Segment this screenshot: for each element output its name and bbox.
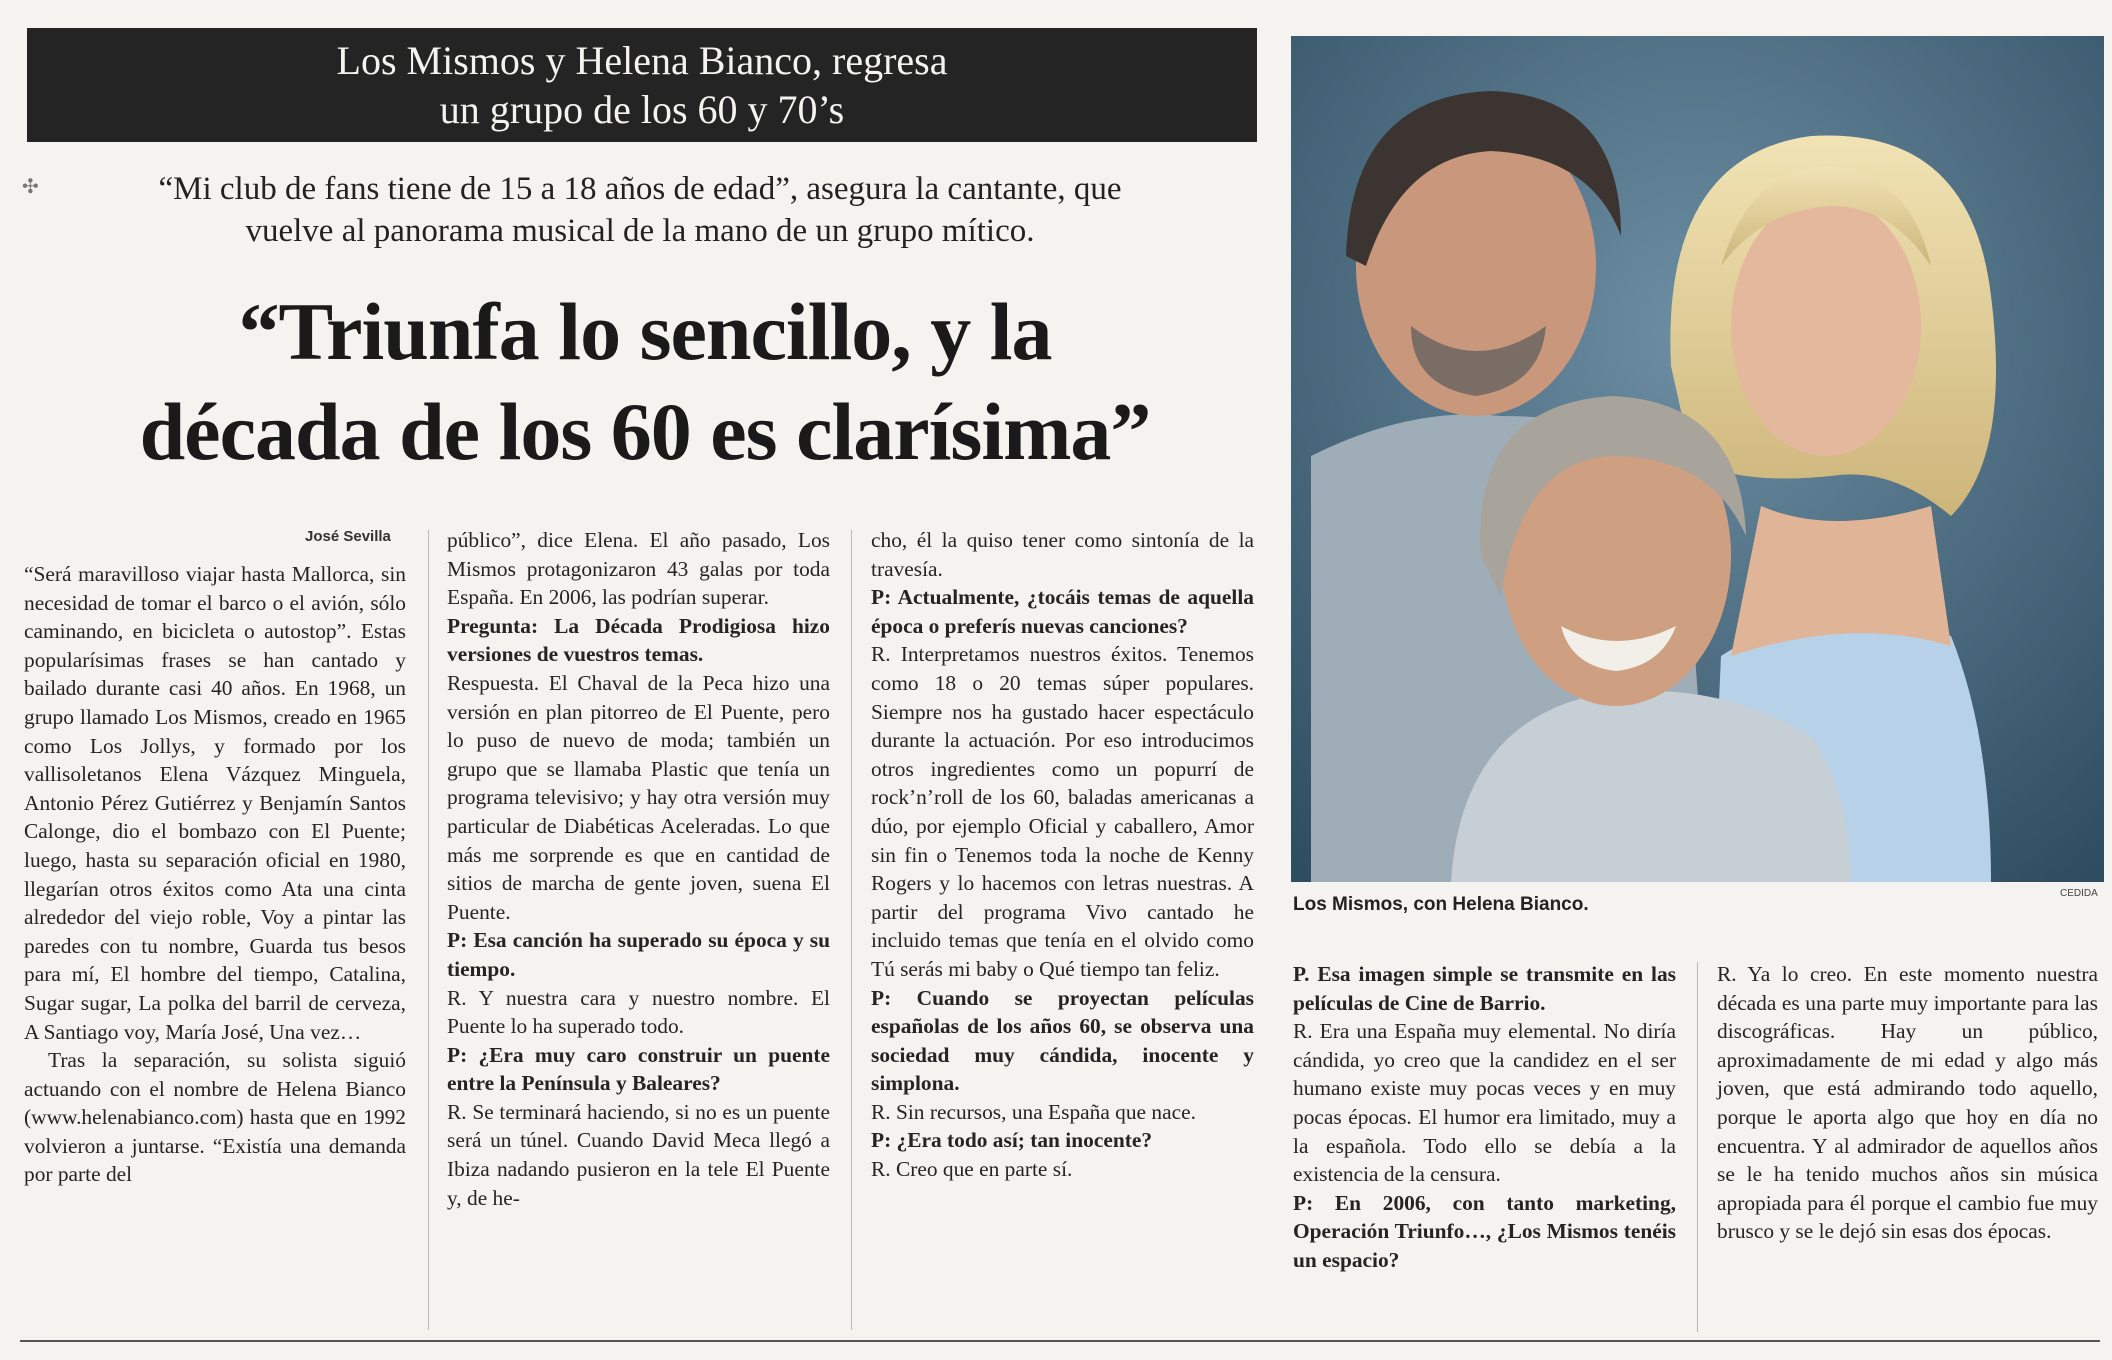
article-paragraph: “Será maravilloso viajar hasta Mallorca, sin necesidad de tomar el barco o el avión, sólo caminando, en bicicleta o autostop”. Estas popularísimas frases se han cantado y bailado durante casi 40 años. En 1968, un grupo llamado Los Mismos, creado en 1965 como Los Jollys, y formado por los vallisoletanos Elena Vázquez Minguela, Antonio Pérez Gutiérrez y Benjamín Santos Calonge, dio el bombazo con El Puente; luego, hasta su separación oficial en 1980, llegarían otros éxitos como Ata una cinta alrededor del viejo roble, Voy a pintar las paredes con tu nombre, Guarda tus besos para mí, El hombre del tiempo, Catalina, Sugar sugar, La polka del barril de cerveza, A Santiago voy, María José, Una vez… xyxy=(24,562,406,1044)
interview-question: P: ¿Era muy caro construir un puente entre la Península y Baleares? xyxy=(447,1042,830,1096)
article-paragraph: R. Interpretamos nuestros éxitos. Tenemos como 18 o 20 temas súper populares. Siempre nos ha gustado hacer espectáculo durante la actuación. Por eso introducimos otros ingredientes como un popurrí de rock’n’roll de los 60, baladas americanas a dúo, por ejemplo Oficial y caballero, Amor sin fin o Tenemos toda la noche de Kenny Rogers y lo hacemos con letras nuestras. A partir del programa Vivo cantado he incluido temas que tenía en el olvido como Tú serás mi baby o Qué tiempo tan feliz. xyxy=(871,642,1254,981)
section-header-line-1: Los Mismos y Helena Bianco, regresa xyxy=(336,38,948,83)
byline: José Sevilla xyxy=(305,528,391,545)
bullet-icon: ✣ xyxy=(22,176,39,198)
column-rule xyxy=(428,530,429,1330)
article-paragraph: R. Era una España muy elemental. No diría cándida, yo creo que la candidez en el ser humano existe muy pocas veces y en muy pocas épocas. El humor era limitado, muy a la española. Todo ello se debía a la existencia de la censura. xyxy=(1293,1019,1676,1187)
interview-question: P: ¿Era todo así; tan inocente? xyxy=(871,1128,1153,1153)
article-paragraph: R. Se terminará haciendo, si no es un puente será un túnel. Cuando David Meca llegó a Ibiza nadando pusieron en la tele El Puente y, de he- xyxy=(447,1099,830,1210)
article-paragraph: R. Y nuestra cara y nuestro nombre. El Puente lo ha superado todo. xyxy=(447,985,830,1039)
article-paragraph: público”, dice Elena. El año pasado, Los Mismos protagonizaron 43 galas por toda España. En 2006, las podrían superar. xyxy=(447,528,830,610)
interview-question: P. Esa imagen simple se transmite en las películas de Cine de Barrio. xyxy=(1293,962,1676,1015)
interview-question: P: En 2006, con tanto marketing, Operación Triunfo…, ¿Los Mismos tenéis un espacio? xyxy=(1293,1190,1676,1272)
column-rule xyxy=(851,530,852,1330)
standfirst-line-1: “Mi club de fans tiene de 15 a 18 años de edad”, asegura la cantante, que xyxy=(158,171,1122,207)
headline xyxy=(30,282,1260,482)
headline-line-1: “Triunfa lo sencillo, y la xyxy=(238,286,1052,377)
band-photo xyxy=(1291,36,2104,882)
article-column-5 xyxy=(1717,960,2098,1246)
article-paragraph: R. Sin recursos, una España que nace. xyxy=(871,1099,1196,1124)
article-column-1 xyxy=(24,560,406,1189)
band-photo-image xyxy=(1291,36,2104,882)
interview-question: P: Actualmente, ¿tocáis temas de aquella época o preferís nuevas canciones? xyxy=(871,585,1254,638)
article-paragraph: Tras la separación, su solista siguió actuando con el nombre de Helena Bianco (www.helenabianco.com) hasta que en 1992 volvieron a juntarse. “Existía una demanda por parte del xyxy=(24,1048,406,1187)
article-column-3 xyxy=(871,526,1254,1184)
article-paragraph: cho, él la quiso tener como sintonía de la travesía. xyxy=(871,528,1254,581)
interview-question: P: Esa canción ha superado su época y su tiempo. xyxy=(447,928,830,981)
section-header-band xyxy=(27,28,1257,142)
standfirst-line-2: vuelve al panorama musical de la mano de un grupo mítico. xyxy=(245,213,1035,249)
photo-caption: Los Mismos, con Helena Bianco. xyxy=(1293,894,1589,915)
interview-question: Pregunta: La Década Prodigiosa hizo versiones de vuestros temas. xyxy=(447,613,830,667)
article-paragraph: Respuesta. El Chaval de la Peca hizo una versión en plan pitorreo de El Puente, pero lo puso de nuevo de moda; también un grupo que se llamaba Plastic que tenía un programa televisivo; y hay otra versión muy particular de Diabéticas Aceleradas. Lo que más me sorprende es que en cantidad de sitios de marcha de gente joven, suena El Puente. xyxy=(447,670,830,924)
article-column-2 xyxy=(447,526,830,1212)
section-header-line-2: un grupo de los 60 y 70’s xyxy=(439,87,845,132)
photo-credit: CEDIDA xyxy=(2060,888,2098,899)
column-rule xyxy=(1697,962,1698,1332)
article-paragraph: R. Ya lo creo. En este momento nuestra década es una parte muy importante para las discográficas. Hay un público, aproximadamente de mi edad y algo más joven, que está admirando todo aquello, porque le aporta algo que hoy en día no encuentra. Y al admirador de aquellos años se le ha tenido muchos años sin música apropiada para él porque el cambio fue muy brusco y se le dejó sin esas dos épocas. xyxy=(1717,962,2098,1244)
article-paragraph: R. Creo que en parte sí. xyxy=(871,1157,1073,1182)
interview-question: P: Cuando se proyectan películas españolas de los años 60, se observa una sociedad muy cándida, inocente y simplona. xyxy=(871,985,1254,1096)
headline-line-2: década de los 60 es clarísima” xyxy=(139,386,1151,477)
article-column-4 xyxy=(1293,960,1676,1275)
bottom-rule xyxy=(20,1340,2100,1342)
standfirst xyxy=(30,168,1250,252)
